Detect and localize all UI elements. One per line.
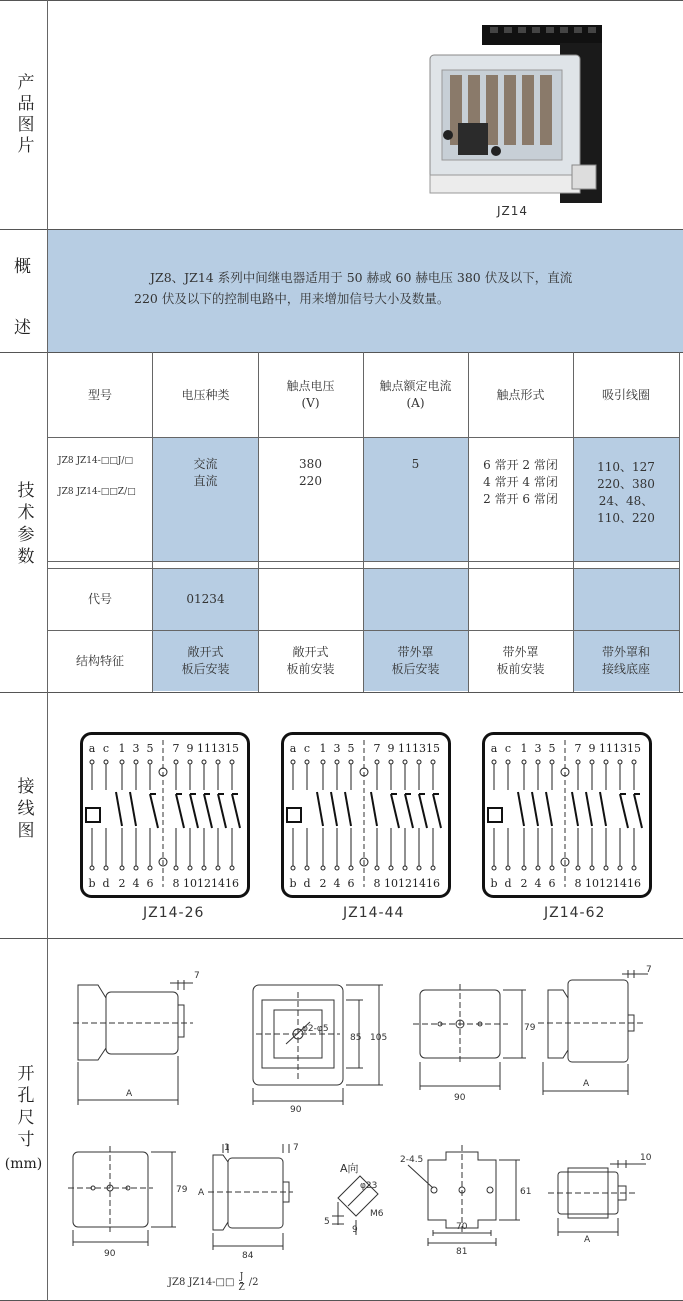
pin-top-label: 15 [225, 742, 239, 755]
contact-nc [391, 794, 399, 828]
header-model: 型号 [87, 387, 112, 402]
wiring-section-label [0, 760, 47, 860]
pin-bottom-label: 2 [520, 877, 528, 890]
pin-top-label: 1 [520, 742, 528, 755]
wiring-diagram-2 [281, 732, 451, 898]
tech-label: 技术参数 [13, 481, 34, 569]
pin-bottom-label: d [504, 877, 512, 890]
diagram-caption-2: JZ14-44 [343, 905, 405, 921]
contact-nc [433, 794, 441, 828]
contact-nc [232, 794, 240, 828]
contact-no [546, 792, 552, 826]
cutout-unit: (mm) [4, 1156, 43, 1172]
pin-top-label: 7 [172, 742, 180, 755]
code-value: 01234 [186, 591, 225, 606]
header-rated-current: 触点额定电流 (A) [379, 379, 452, 410]
dim-A-d: A [584, 1235, 591, 1245]
dim-61: 61 [520, 1187, 532, 1197]
pin-bottom-label: 14 [211, 877, 225, 890]
dim-9: 9 [352, 1225, 358, 1235]
contact-nc [634, 794, 642, 828]
dim-A-dir: A向 [340, 1162, 359, 1175]
dim-A-b: A [583, 1079, 590, 1089]
rated-current: 5 [411, 456, 420, 471]
pin-bottom-label: 14 [613, 877, 627, 890]
pin-top-label: 13 [211, 742, 225, 755]
footnote: JZ8 JZ14-□□ J Z /2 [168, 1272, 259, 1293]
pin-bottom-label: 10 [384, 877, 398, 890]
coil-values: 110、127 220、380 24、48、 110、220 [597, 460, 655, 525]
pin-bottom-label: d [303, 877, 311, 890]
overview-line-1: JZ8、JZ14 系列中间继电器适用于 50 赫或 60 赫电压 380 伏及以下，直流 [150, 270, 573, 285]
pin-top-label: 1 [319, 742, 327, 755]
pin-bottom-label: 12 [398, 877, 412, 890]
dim-m6: M6 [370, 1209, 384, 1219]
drawing-front-terminals [253, 985, 383, 1105]
dim-79-a: 79 [524, 1023, 536, 1033]
dim-A-c: A [198, 1188, 205, 1198]
contact-no [371, 792, 377, 826]
pin-bottom-label: 10 [585, 877, 599, 890]
pin-top-label: 3 [534, 742, 542, 755]
pin-top-label: 5 [146, 742, 154, 755]
overview-label-top: 概 [14, 257, 31, 277]
contact-nc [204, 794, 212, 828]
coil-symbol [488, 808, 502, 822]
pin-top-label: 1 [118, 742, 126, 755]
contact-voltages: 380 220 [299, 457, 322, 488]
pin-top-label: 7 [574, 742, 582, 755]
contact-no [572, 792, 578, 826]
drawing-side-view-2 [538, 970, 648, 1095]
contact-no [331, 792, 337, 826]
pin-top-label: 9 [186, 742, 194, 755]
dim-7-b: 7 [646, 965, 652, 975]
pin-top-label: c [303, 742, 311, 755]
pin-bottom-label: 6 [347, 877, 355, 890]
contact-nc [150, 794, 158, 828]
dim-90-c: 90 [104, 1249, 116, 1259]
pin-top-label: 11 [197, 742, 211, 755]
pin-bottom-label: 8 [172, 877, 180, 890]
pin-bottom-label: b [490, 877, 498, 890]
dim-7-a: 7 [194, 971, 200, 981]
cutout-label: 开孔尺寸 [13, 1064, 34, 1152]
contact-no [600, 792, 606, 826]
contact-no [586, 792, 592, 826]
dim-10: 10 [640, 1153, 652, 1163]
model-1: JZ8 JZ14-□□J/□ [58, 456, 133, 466]
structure-4: 带外罩 板前安装 [496, 645, 545, 676]
tech-section-label [0, 460, 47, 590]
drawing-side-view-1 [73, 980, 193, 1105]
structure-3: 带外罩 板后安装 [391, 645, 440, 676]
pin-top-label: 15 [627, 742, 641, 755]
wiring-diagram-3 [482, 732, 652, 898]
pin-top-label: a [289, 742, 297, 755]
pin-top-label: 13 [412, 742, 426, 755]
coil-symbol [287, 808, 301, 822]
dim-85: 85 [350, 1033, 362, 1043]
drawing-front-panel [413, 984, 526, 1090]
drawing-side-base [548, 1160, 646, 1236]
diagram-caption-3: JZ14-62 [544, 905, 606, 921]
contact-nc [176, 794, 184, 828]
diagram-caption-1: JZ14-26 [143, 905, 205, 921]
contact-no [345, 792, 351, 826]
structure-1: 敞开式 板后安装 [181, 645, 230, 676]
header-contact-voltage: 触点电压 (V) [286, 379, 335, 410]
pin-top-label: 13 [613, 742, 627, 755]
contact-no [130, 792, 136, 826]
dim-84: 84 [242, 1251, 254, 1261]
pin-bottom-label: 2 [118, 877, 126, 890]
contact-no [116, 792, 122, 826]
dimension-drawings [48, 940, 683, 1298]
dim-A-a: A [126, 1089, 133, 1099]
photo-label: 产品图片 [13, 73, 34, 157]
pin-top-label: a [490, 742, 498, 755]
pin-bottom-label: 6 [146, 877, 154, 890]
pin-bottom-label: 16 [627, 877, 641, 890]
drawing-side-view-3 [208, 1144, 293, 1250]
dim-105: 105 [370, 1033, 388, 1043]
pin-bottom-label: b [289, 877, 297, 890]
pin-top-label: 11 [599, 742, 613, 755]
pin-bottom-label: 6 [548, 877, 556, 890]
contact-no [518, 792, 524, 826]
pin-top-label: 9 [387, 742, 395, 755]
pin-bottom-label: 16 [225, 877, 239, 890]
pin-bottom-label: 4 [534, 877, 542, 890]
dim-79-b: 79 [176, 1185, 188, 1195]
voltage-types: 交流 直流 [193, 457, 218, 488]
header-coil: 吸引线圈 [601, 387, 650, 402]
structure-2: 敞开式 板前安装 [286, 645, 335, 676]
pin-top-label: 9 [588, 742, 596, 755]
pin-bottom-label: 12 [599, 877, 613, 890]
pin-bottom-label: 8 [373, 877, 381, 890]
dim-1: 1 [224, 1143, 230, 1153]
pin-top-label: 5 [347, 742, 355, 755]
pin-bottom-label: 4 [132, 877, 140, 890]
relay-photo [420, 15, 610, 205]
contact-nc [405, 794, 413, 828]
dim-phi: φ2-φ5 [302, 1024, 329, 1034]
contact-nc [620, 794, 628, 828]
dim-phi23: φ23 [360, 1181, 378, 1191]
dim-90-b: 90 [454, 1093, 466, 1103]
dim-7-c: 7 [293, 1143, 299, 1153]
contact-forms: 6 常开 2 常闭 4 常开 4 常闭 2 常开 6 常闭 [483, 457, 558, 506]
pin-bottom-label: 8 [574, 877, 582, 890]
structure-label: 结构特征 [75, 653, 124, 668]
header-contact-form: 触点形式 [496, 387, 545, 402]
pin-top-label: c [504, 742, 512, 755]
pin-bottom-label: b [88, 877, 96, 890]
contact-nc [419, 794, 427, 828]
header-voltage-type: 电压种类 [181, 387, 230, 402]
pin-top-label: 3 [132, 742, 140, 755]
contact-nc [218, 794, 226, 828]
pin-top-label: a [88, 742, 96, 755]
contact-nc [190, 794, 198, 828]
wiring-diagram-1 [80, 732, 250, 898]
pin-top-label: 11 [398, 742, 412, 755]
dim-81: 81 [456, 1247, 468, 1257]
contact-no [532, 792, 538, 826]
structure-5: 带外罩和 接线底座 [601, 645, 650, 676]
code-label: 代号 [87, 591, 112, 606]
dim-2-45: 2-4.5 [400, 1155, 424, 1165]
drawing-front-small [68, 1146, 176, 1246]
pin-bottom-label: 16 [426, 877, 440, 890]
contact-no [317, 792, 323, 826]
pin-top-label: 7 [373, 742, 381, 755]
pin-bottom-label: 4 [333, 877, 341, 890]
coil-symbol [86, 808, 100, 822]
model-2: JZ8 JZ14-□□Z/□ [58, 487, 136, 497]
overview-label-bottom: 述 [14, 318, 31, 338]
pin-top-label: c [102, 742, 110, 755]
photo-caption: JZ14 [497, 204, 529, 218]
pin-bottom-label: 12 [197, 877, 211, 890]
overview-line-2: 220 伏及以下的控制电路中，用来增加信号大小及数量。 [134, 291, 450, 306]
dim-90-a: 90 [290, 1105, 302, 1115]
pin-bottom-label: 10 [183, 877, 197, 890]
photo-section-label [0, 40, 47, 190]
dim-70: 70 [456, 1222, 468, 1232]
pin-top-label: 15 [426, 742, 440, 755]
pin-top-label: 3 [333, 742, 341, 755]
cutout-section-label [0, 1060, 47, 1180]
pin-bottom-label: 2 [319, 877, 327, 890]
pin-bottom-label: 14 [412, 877, 426, 890]
pin-top-label: 5 [548, 742, 556, 755]
pin-bottom-label: d [102, 877, 110, 890]
dim-5: 5 [324, 1217, 330, 1227]
wiring-label: 接线图 [13, 777, 34, 843]
